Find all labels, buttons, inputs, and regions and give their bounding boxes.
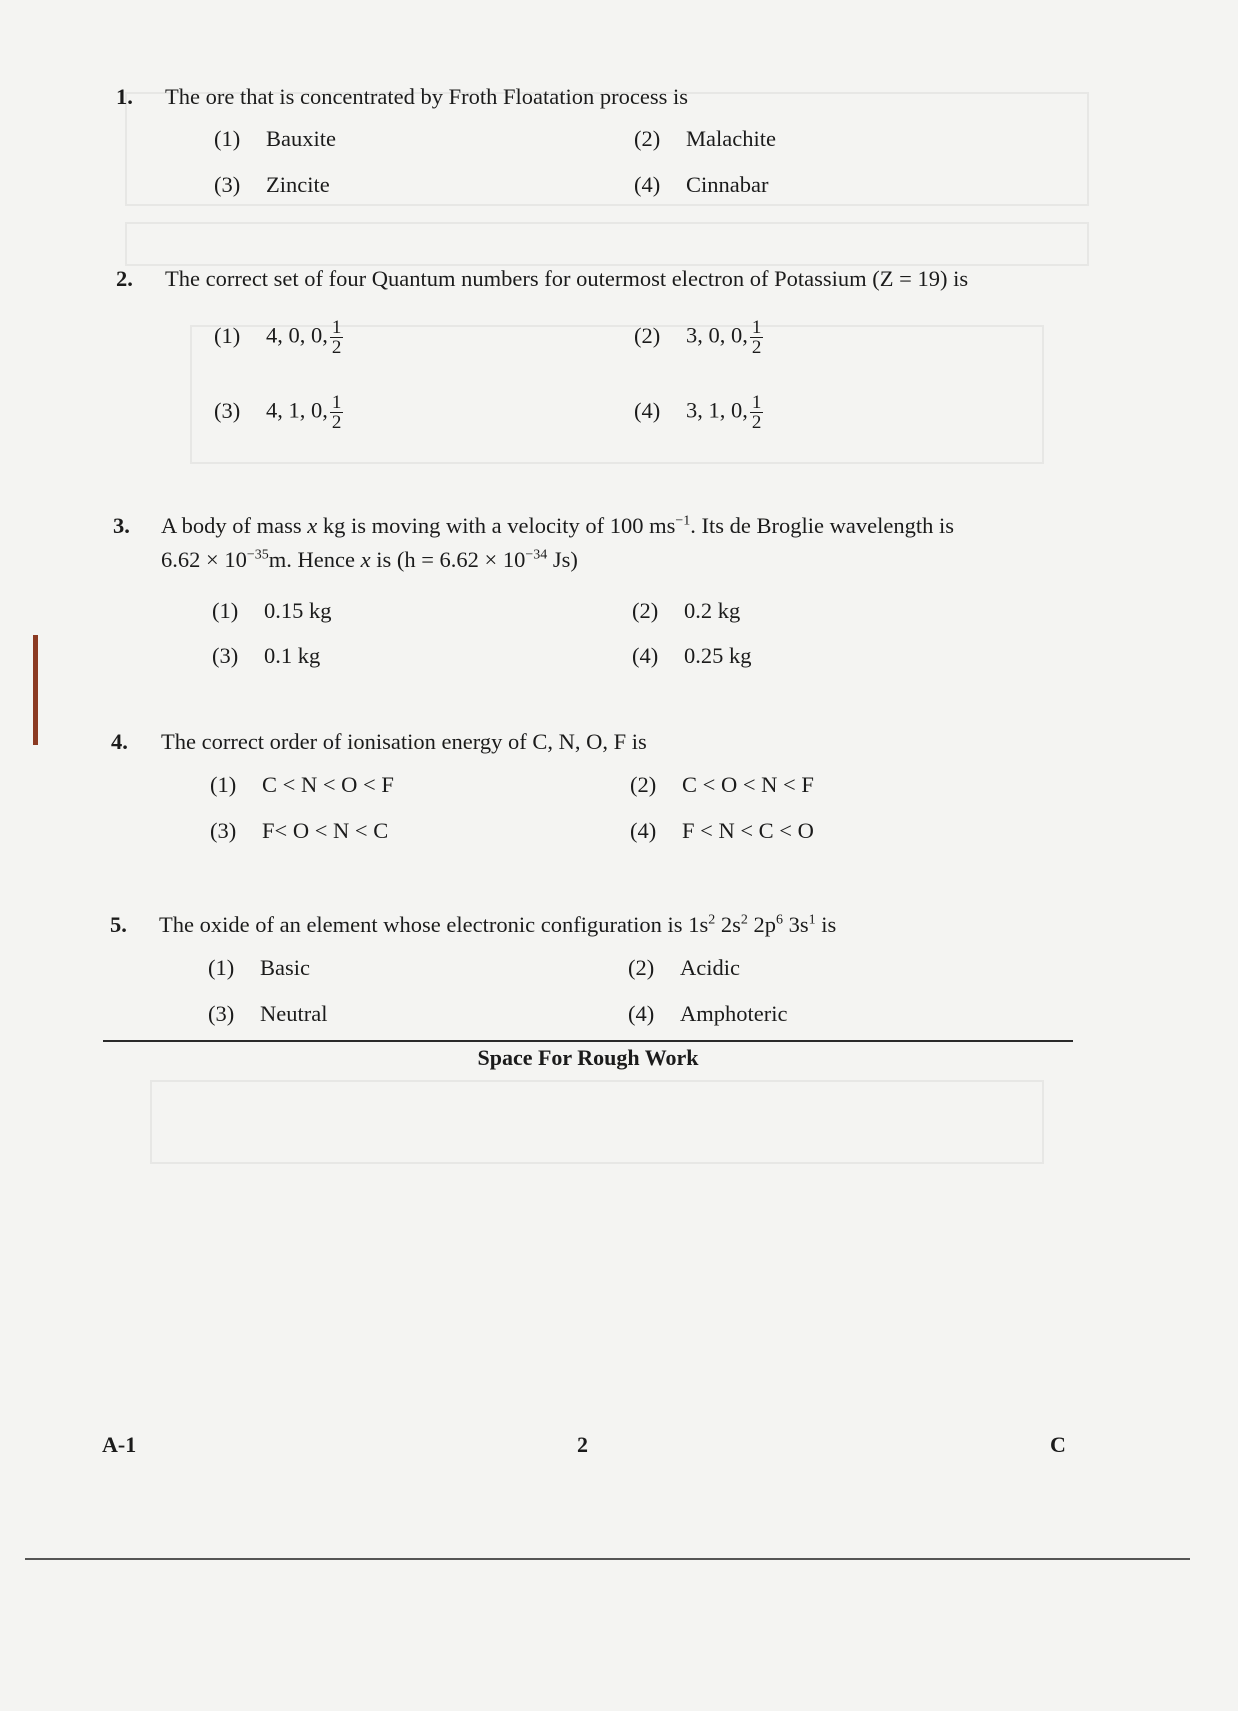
bleed-through-box <box>125 222 1089 266</box>
option-1[interactable]: (1) 0.15 kg <box>212 598 332 623</box>
option-3[interactable]: (3) F< O < N < C <box>210 818 389 843</box>
option-3[interactable]: (3) Zincite <box>214 172 330 197</box>
option-2[interactable]: (2) 0.2 kg <box>632 598 741 623</box>
option-4[interactable]: (4) 0.25 kg <box>632 643 752 668</box>
option-4[interactable]: (4) 3, 1, 0, $\frac{1}{2}$ <box>634 392 762 433</box>
option-2[interactable]: (2) Acidic <box>628 955 740 980</box>
question-text: A body of mass x kg is moving with a velocity of 100 $ms^{-1}$. Its de Broglie wavelength is $6.62 \times 10^{-35}m$. Hence x is ($h = 6.62 \times 10^{-34}$ Js) <box>161 513 954 572</box>
option-1[interactable]: (1) Bauxite <box>214 126 336 151</box>
option-1[interactable]: (1) Basic <box>208 955 310 980</box>
option-3[interactable]: (3) Neutral <box>208 1001 328 1026</box>
question-text: The correct order of ionisation energy of C, N, O, F is <box>161 729 647 754</box>
fraction: $\frac{1}{2}$ <box>751 392 762 433</box>
footer-code: A-1 <box>102 1432 137 1457</box>
question-text: The ore that is concentrated by Froth Floatation process is <box>165 84 688 109</box>
option-2[interactable]: (2) 3, 0, 0, $\frac{1}{2}$ <box>634 317 762 358</box>
question-number: 2. <box>116 266 133 291</box>
option-4[interactable]: (4) Amphoteric <box>628 1001 788 1026</box>
option-1[interactable]: (1) 4, 0, 0, $\frac{1}{2}$ <box>214 317 342 358</box>
option-2[interactable]: (2) C < O < N < F <box>630 772 814 797</box>
question-text: The oxide of an element whose electronic configuration is $1s^2$ $2s^2$ $2p^6$ $3s^1$ is <box>159 912 837 937</box>
margin-marker <box>33 635 38 745</box>
option-1[interactable]: (1) C < N < O < F <box>210 772 394 797</box>
option-2[interactable]: (2) Malachite <box>634 126 776 151</box>
question-number: 4. <box>111 729 128 754</box>
option-3[interactable]: (3) 4, 1, 0, $\frac{1}{2}$ <box>214 392 342 433</box>
question-text: The correct set of four Quantum numbers for outermost electron of Potassium (Z = 19) is <box>165 266 969 291</box>
question-number: 1. <box>116 84 133 109</box>
booklet-series: C <box>1050 1432 1066 1457</box>
fraction: $\frac{1}{2}$ <box>751 317 762 358</box>
question-number: 3. <box>113 513 130 538</box>
page-number: 2 <box>577 1432 588 1457</box>
fraction: $\frac{1}{2}$ <box>331 392 342 433</box>
divider-line <box>103 1040 1073 1042</box>
question-number: 5. <box>110 912 127 937</box>
option-4[interactable]: (4) F < N < C < O <box>630 818 814 843</box>
bleed-through-box <box>150 1080 1044 1164</box>
bottom-edge-line <box>25 1558 1190 1560</box>
option-4[interactable]: (4) Cinnabar <box>634 172 769 197</box>
option-3[interactable]: (3) 0.1 kg <box>212 643 321 668</box>
rough-work-heading: Space For Rough Work <box>477 1045 699 1070</box>
fraction: $\frac{1}{2}$ <box>331 317 342 358</box>
